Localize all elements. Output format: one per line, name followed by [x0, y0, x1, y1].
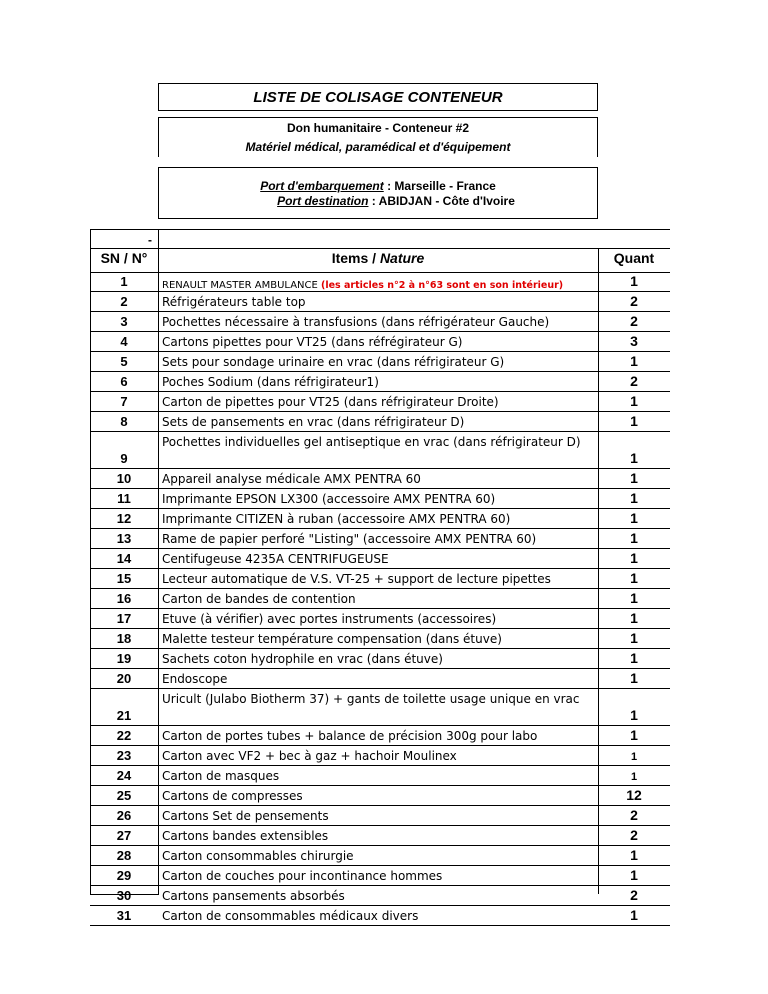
- table-row: [90, 489, 670, 509]
- port-embarquement-label: Port d'embarquement: [260, 179, 384, 193]
- row-item-text: Uricult (Julabo Biotherm 37) + gants de toilette usage unique en vrac: [162, 692, 580, 706]
- column-header-quantity: Quant: [613, 250, 655, 266]
- port-destination-label: Port destination: [277, 194, 369, 208]
- table-row: [90, 629, 670, 649]
- row-item-text: Imprimante EPSON LX300 (accessoire AMX PENTRA 60): [162, 492, 496, 506]
- row-quantity: 1: [630, 867, 638, 883]
- table-row: [90, 332, 670, 352]
- row-item-text: Imprimante CITIZEN à ruban (accessoire AMX PENTRA 60): [162, 512, 511, 526]
- row-item-text: Poches Sodium (dans réfrigirateur1): [162, 375, 379, 389]
- row-item: [162, 691, 682, 708]
- row-sn: 30: [116, 888, 132, 903]
- row-item-text: Carton consommables chirurgie: [162, 849, 354, 863]
- table-row: [90, 649, 670, 669]
- table-row: [90, 432, 670, 469]
- row-item-text: Endoscope: [162, 672, 228, 686]
- row-quantity: 1: [630, 650, 638, 666]
- row-item-text: Appareil analyse médicale AMX PENTRA 60: [162, 472, 421, 486]
- row-sn: 16: [116, 591, 132, 606]
- table-row: [90, 529, 670, 549]
- table-row: [90, 469, 670, 489]
- table-row: [90, 746, 670, 766]
- row-quantity: 2: [630, 313, 638, 329]
- row-item-text: Sachets coton hydrophile en vrac (dans étuve): [162, 652, 443, 666]
- row-sn: 1: [120, 274, 128, 289]
- row-quantity: 1: [630, 550, 638, 566]
- row-item-text: Lecteur automatique de V.S. VT-25 + support de lecture pipettes: [162, 572, 551, 586]
- row-item-text: RENAULT MASTER AMBULANCE: [162, 280, 322, 291]
- column-header-items: [158, 250, 598, 266]
- row-quantity: 1: [630, 590, 638, 606]
- table-row: [90, 509, 670, 529]
- table-row: [90, 412, 670, 432]
- row-quantity: 1: [630, 273, 638, 289]
- table-row: [90, 786, 670, 806]
- row-sn: 18: [116, 631, 132, 646]
- row-sn: 9: [120, 451, 128, 466]
- row-quantity: 1: [630, 413, 638, 429]
- row-item-note: (les articles n°2 à n°63 sont en son intérieur): [321, 280, 564, 291]
- table-row: [90, 766, 670, 786]
- row-item-text: Sets de pansements en vrac (dans réfrigirateur D): [162, 415, 465, 429]
- row-item-text: Rame de papier perforé "Listing" (accessoire AMX PENTRA 60): [162, 532, 537, 546]
- table-row: [90, 292, 670, 312]
- table-row: [90, 569, 670, 589]
- row-quantity: 1: [630, 670, 638, 686]
- column-header-items-text: Items / Nature: [331, 250, 425, 266]
- table-row: [90, 669, 670, 689]
- row-item-text: Pochettes nécessaire à transfusions (dans réfrigérateur Gauche): [162, 315, 550, 329]
- table-row: [90, 806, 670, 826]
- table-row: [90, 846, 670, 866]
- row-sn: 12: [116, 511, 132, 526]
- row-item-text: Cartons pipettes pour VT25 (dans réfrégirateur G): [162, 335, 463, 349]
- title-box: [158, 83, 598, 111]
- row-quantity: 1: [630, 771, 638, 783]
- row-quantity: 1: [630, 530, 638, 546]
- header-dash: -: [148, 233, 152, 247]
- page-title: LISTE DE COLISAGE CONTENEUR: [253, 89, 503, 106]
- port-destination: [159, 194, 597, 208]
- row-item-text: Réfrigérateurs table top: [162, 295, 306, 309]
- row-sn: 29: [116, 868, 132, 883]
- row-sn: 22: [116, 728, 132, 743]
- row-sn: 27: [116, 828, 132, 843]
- row-sn: 21: [116, 708, 132, 723]
- row-sn: 10: [116, 471, 132, 486]
- row-quantity: 1: [630, 707, 638, 723]
- table-row: [90, 272, 670, 292]
- table-top-border: [90, 229, 670, 230]
- row-quantity: 12: [626, 787, 642, 803]
- row-item: [162, 434, 682, 451]
- row-quantity: 2: [630, 807, 638, 823]
- row-item-text: Malette testeur température compensation (dans étuve): [162, 632, 502, 646]
- subtitle-box: [158, 117, 598, 157]
- row-quantity: 1: [630, 470, 638, 486]
- row-quantity: 2: [630, 293, 638, 309]
- row-item-text: Carton de consommables médicaux divers: [162, 909, 419, 923]
- row-sn: 24: [116, 768, 132, 783]
- row-sn: 3: [120, 314, 128, 329]
- row-item-text: Pochettes individuelles gel antiseptique en vrac (dans réfrigirateur D): [162, 435, 581, 449]
- table-row: [90, 549, 670, 569]
- row-quantity: 2: [630, 373, 638, 389]
- row-quantity: 1: [630, 570, 638, 586]
- row-quantity: 3: [630, 333, 638, 349]
- row-sn: 13: [116, 531, 132, 546]
- port-box: [158, 167, 598, 219]
- row-sn: 28: [116, 848, 132, 863]
- table-header-border: [90, 248, 670, 249]
- row-sn: 17: [116, 611, 132, 626]
- row-sn: 23: [116, 748, 132, 763]
- row-sn: 19: [116, 651, 132, 666]
- table-row: [90, 352, 670, 372]
- table-row: [90, 372, 670, 392]
- row-item-text: Cartons de compresses: [162, 789, 303, 803]
- row-sn: 15: [116, 571, 132, 586]
- row-quantity: 1: [630, 490, 638, 506]
- row-quantity: 1: [630, 727, 638, 743]
- row-item-text: Sets pour sondage urinaire en vrac (dans réfrigirateur G): [162, 355, 505, 369]
- row-item-text: Carton de pipettes pour VT25 (dans réfrigirateur Droite): [162, 395, 499, 409]
- row-sn: 4: [120, 334, 128, 349]
- row-item-text: Carton de couches pour incontinance hommes: [162, 869, 443, 883]
- table-row: [90, 906, 670, 926]
- row-quantity: 1: [630, 751, 638, 763]
- table-row: [90, 689, 670, 726]
- row-sn: 20: [116, 671, 132, 686]
- row-quantity: 1: [630, 847, 638, 863]
- port-embarquement-value: : Marseille - France: [383, 179, 496, 193]
- row-sn: 2: [120, 294, 128, 309]
- row-item-text: Carton de masques: [162, 769, 280, 783]
- row-quantity: 2: [630, 827, 638, 843]
- table-row: [90, 866, 670, 886]
- port-destination-value: : ABIDJAN - Côte d'Ivoire: [368, 194, 515, 208]
- row-item-text: Carton avec VF2 + bec à gaz + hachoir Moulinex: [162, 749, 457, 763]
- row-sn: 14: [116, 551, 132, 566]
- packing-list-rows: [90, 272, 670, 926]
- port-embarquement: [159, 179, 597, 193]
- row-item-text: Centifugeuse 4235A CENTRIFUGEUSE: [162, 552, 389, 566]
- row-quantity: 1: [630, 353, 638, 369]
- table-row: [90, 886, 670, 906]
- row-item-text: Cartons Set de pensements: [162, 809, 329, 823]
- row-sn: 26: [116, 808, 132, 823]
- row-sn: 6: [120, 374, 128, 389]
- row-quantity: 1: [630, 510, 638, 526]
- row-quantity: 1: [630, 630, 638, 646]
- table-row: [90, 609, 670, 629]
- row-item-text: Etuve (à vérifier) avec portes instruments (accessoires): [162, 612, 497, 626]
- row-sn: 25: [116, 788, 132, 803]
- table-row: [90, 312, 670, 332]
- row-item-text: Carton de portes tubes + balance de précision 300g pour labo: [162, 729, 538, 743]
- table-row: [90, 726, 670, 746]
- row-sn: 11: [117, 491, 131, 506]
- row-sn: 31: [116, 908, 132, 923]
- subtitle-container: Don humanitaire - Conteneur #2: [286, 121, 470, 135]
- row-sn: 7: [120, 394, 128, 409]
- row-quantity: 2: [630, 887, 638, 903]
- column-header-sn: SN / N°: [100, 250, 148, 266]
- row-sn: 8: [120, 414, 128, 429]
- row-item-text: Cartons pansements absorbés: [162, 889, 345, 903]
- row-item-text: Cartons bandes extensibles: [162, 829, 329, 843]
- row-item-text: Carton de bandes de contention: [162, 592, 356, 606]
- row-sn: 5: [120, 354, 128, 369]
- subtitle-description: Matériel médical, paramédical et d'équipement: [245, 140, 511, 154]
- row-quantity: 1: [630, 610, 638, 626]
- table-row: [90, 589, 670, 609]
- table-row: [90, 826, 670, 846]
- table-row: [90, 392, 670, 412]
- row-quantity: 1: [630, 393, 638, 409]
- row-quantity: 1: [630, 907, 638, 923]
- row-quantity: 1: [630, 450, 638, 466]
